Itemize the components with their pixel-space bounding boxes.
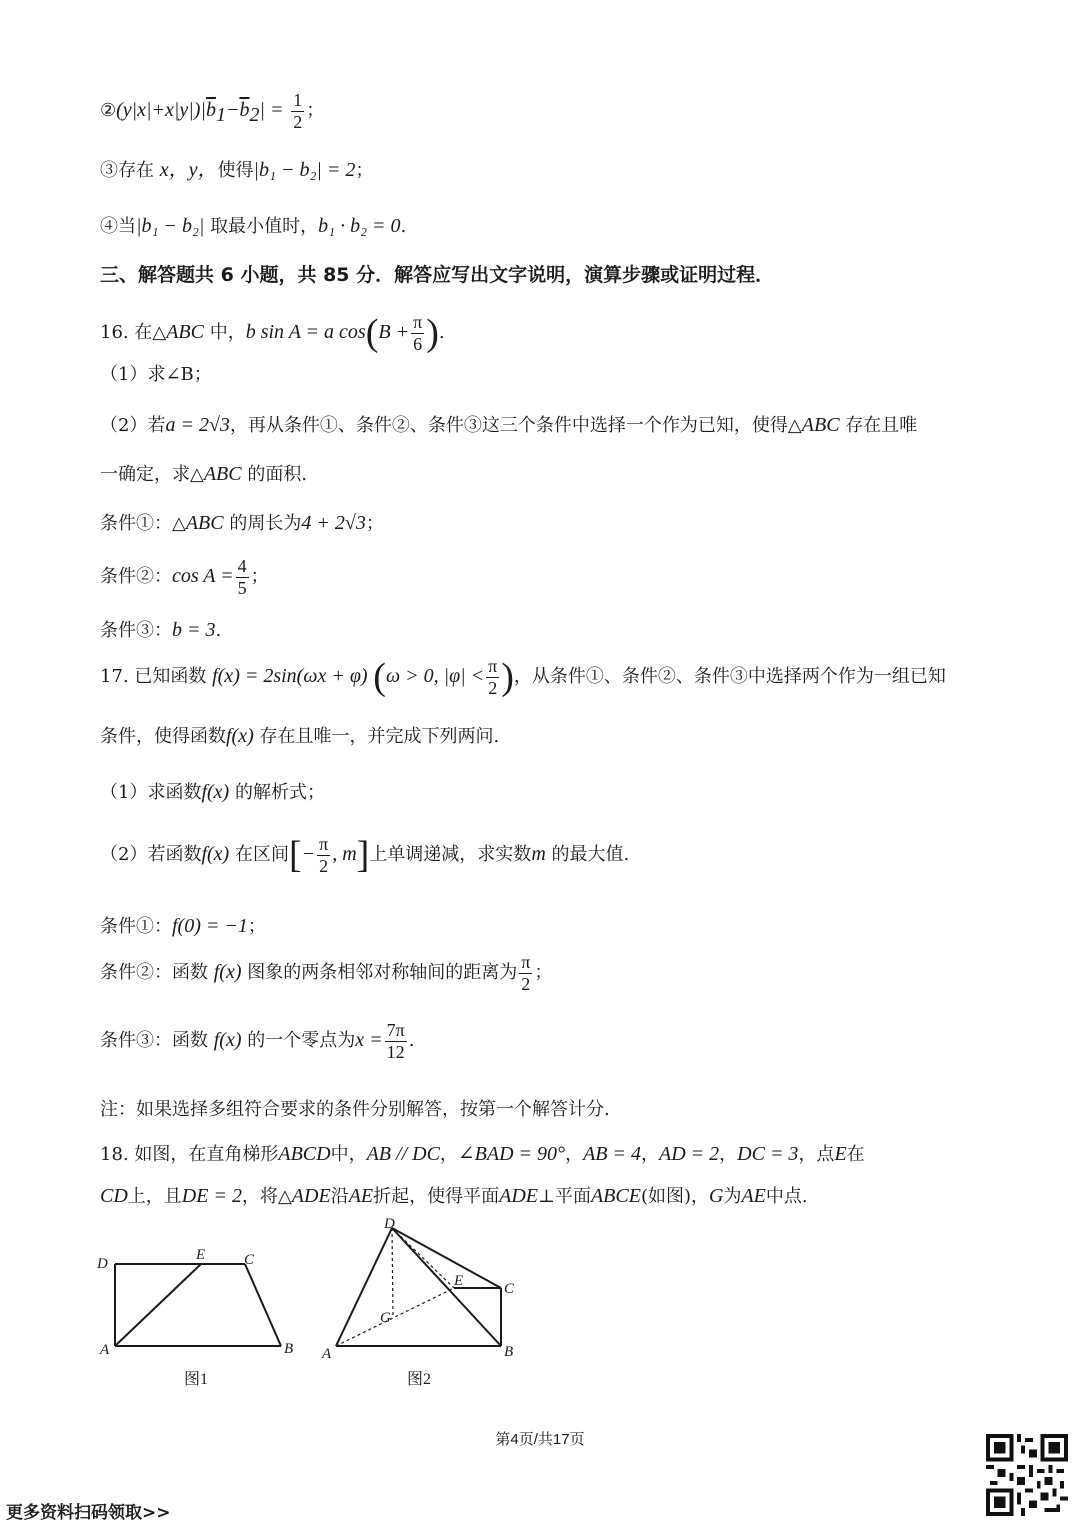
figure-2-caption: 图2: [407, 1371, 432, 1388]
label-g: G: [380, 1310, 391, 1326]
question-17-part-1: （1）求函数f(x) 的解析式；: [100, 781, 325, 803]
label-c: C: [504, 1281, 515, 1297]
statement-4: ④当|b₁ − b₂| 取最小值时，b₁ · b₂ = 0.: [100, 215, 407, 237]
statement-2: $②(y|x|+x|y|)|\overline{b}_1-\overline{b}_2|$ = $\frac{1}{2}$ ；: [100, 90, 325, 132]
label-b: B: [504, 1344, 514, 1360]
label-b: B: [284, 1341, 294, 1357]
question-18-line-1: 18. 如图，在直角梯形ABCD中，AB // DC，∠BAD = 90°，AB = 4，AD = 2，DC = 3，点E在: [100, 1143, 865, 1165]
section-heading: 三、解答题共 6 小题，共 85 分．解答应写出文字说明，演算步骤或证明过程．: [100, 264, 775, 286]
segment-dc: [392, 1228, 501, 1288]
segment-ae-hidden: [336, 1288, 454, 1346]
question-16-condition-3: 条件③：b = 3.: [100, 619, 222, 641]
qr-code-icon[interactable]: [986, 1434, 1068, 1516]
statement-2-lhs: (y|x|+x|y|)|: [116, 99, 206, 122]
question-17-stem-cont: 条件，使得函数f(x) 存在且唯一，并完成下列两问.: [100, 725, 500, 747]
question-17-condition-1: 条件①：f(0) = −1；: [100, 915, 266, 937]
label-d: D: [97, 1256, 108, 1272]
label-a: A: [100, 1342, 110, 1358]
statement-2-label: ②: [100, 100, 117, 122]
question-16-part-2: （2）若a = 2√3，再从条件①、条件②、条件③这三个条件中选择一个作为已知，使得△ABC 存在且唯: [100, 414, 918, 436]
question-16-condition-2: 条件②：cos A = $\frac{4}{5}$ ；: [100, 556, 269, 598]
segment-da: [336, 1228, 392, 1346]
label-a: A: [322, 1346, 332, 1362]
question-17-note: 注：如果选择多组符合要求的条件分别解答，按第一个解答计分.: [100, 1099, 610, 1120]
question-17-condition-3: 条件③：函数 f(x) 的一个零点为x = $\frac{7\pi}{12}$ .: [100, 1020, 415, 1062]
figure-1-trapezoid: [95, 1242, 305, 1362]
question-17-stem: 17. 已知函数 f(x) = 2sin(ωx + φ) (ω > 0, |φ| < $\frac{\pi}{2}$ )，从条件①、条件②、条件③中选择两个作为一组已知: [100, 656, 946, 699]
fraction: $\frac{1}{2}$: [293, 90, 303, 132]
label-e: E: [196, 1247, 206, 1263]
label-d: D: [384, 1216, 395, 1232]
question-17-condition-2: 条件②：函数 f(x) 图象的两条相邻对称轴间的距离为 $\frac{\pi}{2}$ ；: [100, 952, 553, 994]
figure-2-folded-solid: [318, 1212, 528, 1362]
page-number: 第4页/共17页: [495, 1431, 585, 1448]
segment-cb: [245, 1264, 281, 1346]
promo-text[interactable]: 更多资料扫码领取>>: [6, 1503, 171, 1523]
question-16-part-2-cont: 一确定，求△ABC 的面积.: [100, 463, 308, 485]
question-16-stem: 16. 在△ABC 中，b sin A = a cos(B + $\frac{\pi}{6}$ ).: [100, 312, 445, 355]
label-e: E: [454, 1273, 464, 1289]
statement-3: ③存在 x，y，使得|b₁ − b₂| = 2；: [100, 159, 374, 181]
question-18-line-2: CD上，且DE = 2，将△ADE沿AE折起，使得平面ADE⊥平面ABCE(如图)，G为AE中点.: [100, 1185, 808, 1207]
figure-1-caption: 图1: [184, 1371, 209, 1388]
question-16-part-1: （1）求∠B；: [100, 364, 212, 385]
question-17-part-2: （2）若函数f(x) 在区间[− $\frac{\pi}{2}$ , m]上单调递减，求实数m 的最大值.: [100, 834, 630, 877]
label-c: C: [244, 1252, 255, 1268]
segment-ae: [115, 1264, 201, 1346]
segment-dg-hidden: [392, 1228, 393, 1318]
question-16-condition-1: 条件①：△ABC 的周长为4 + 2√3；: [100, 512, 384, 534]
